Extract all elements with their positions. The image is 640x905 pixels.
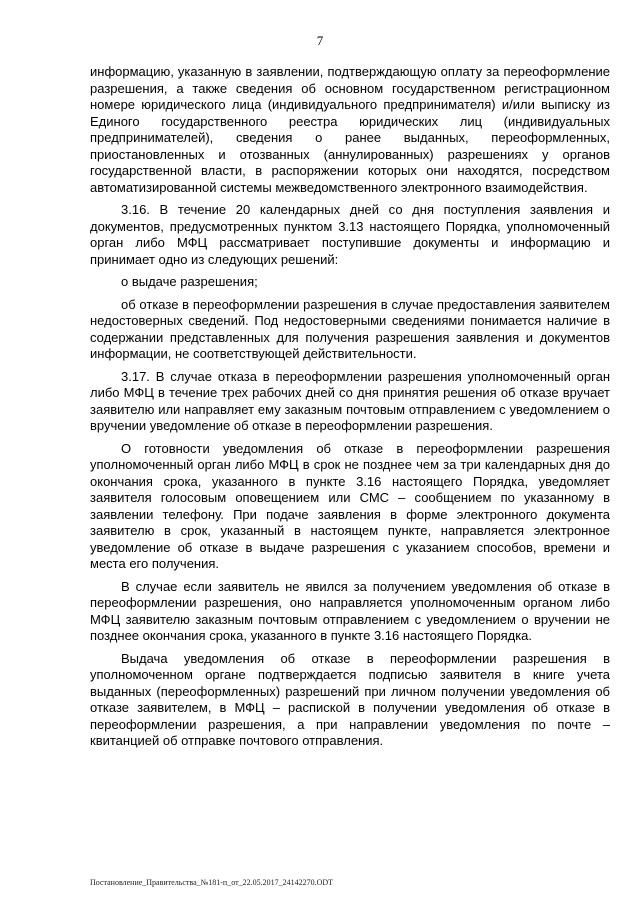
paragraph-continuation: информацию, указанную в заявлении, подтверждающую оплату за переоформление разрешения, а также сведения об основном государственном регистрационном номере юридического лица (индивидуального предпринимателя) и/или выписку из Единого государственного реестра юридических лиц (индивидуальных предпринимателей), сведения о ранее выданных, переоформленных, приостановленных и отозванных (аннулированных) разрешениях у органов государственной власти, в распоряжении которых они находятся, посредством автоматизированной системы межведомственного электронного взаимодействия. — [90, 64, 610, 195]
document-footer: Постановление_Правительства_№181-п_от_22.05.2017_24142270.ODT — [90, 878, 334, 887]
paragraph-decision-issue: о выдаче разрешения; — [121, 274, 258, 289]
paragraph-no-show: В случае если заявитель не явился за получением уведомления об отказе в переоформлении разрешения, оно направляется уполномоченным органом либо МФЦ заявителю заказным почтовым отправлением с уведомлением о вручении не позднее окончания срока, указанного в пункте 3.16 настоящего Порядка. — [90, 578, 610, 643]
page-number: 7 — [316, 33, 324, 48]
paragraph-3-16: 3.16. В течение 20 календарных дней со дня поступления заявления и документов, предусмотренных пунктом 3.13 настоящего Порядка, уполномоченный орган либо МФЦ рассматривает поступившие документы и информацию и принимает одно из следующих решений: — [90, 202, 610, 267]
paragraph-readiness-notice: О готовности уведомления об отказе в переоформлении разрешения уполномоченный орган либо МФЦ в срок не позднее чем за три календарных дня до окончания срока, указанного в пункте 3.16 настоящего Порядка, уведомляет заявителя голосовым оповещением или СМС – сообщением по указанному в заявлении телефону. При подаче заявления в форме электронного документа заявителю в срок, указанный в настоящем пункте, направляется электронное уведомление об отказе в выдаче разрешения с указанием способов, времени и места его получения. — [90, 440, 610, 571]
paragraph-3-17: 3.17. В случае отказа в переоформлении разрешения уполномоченный орган либо МФЦ в течение трех рабочих дней со дня принятия решения об отказе вручает заявителю или направляет ему заказным почтовым отправлением с уведомлением о вручении уведомление об отказе в переоформлении разрешения. — [90, 368, 610, 433]
document-body — [90, 64, 610, 756]
paragraph-issuance-confirmation: Выдача уведомления об отказе в переоформлении разрешения в уполномоченном органе подтверждается подписью заявителя в книге учета выданных (переоформленных) разрешений при личном получении уведомления об отказе заявителем, в МФЦ – распиской в получении уведомления об отказе в переоформлении разрешения, а при направлении уведомления по почте – квитанцией об отправке почтового отправления. — [90, 650, 610, 748]
paragraph-decision-refusal: об отказе в переоформлении разрешения в случае предоставления заявителем недостоверных сведений. Под недостоверными сведениями понимается наличие в содержании представленных для получения разрешения заявления и документов информации, не соответствующей действительности. — [90, 296, 610, 361]
